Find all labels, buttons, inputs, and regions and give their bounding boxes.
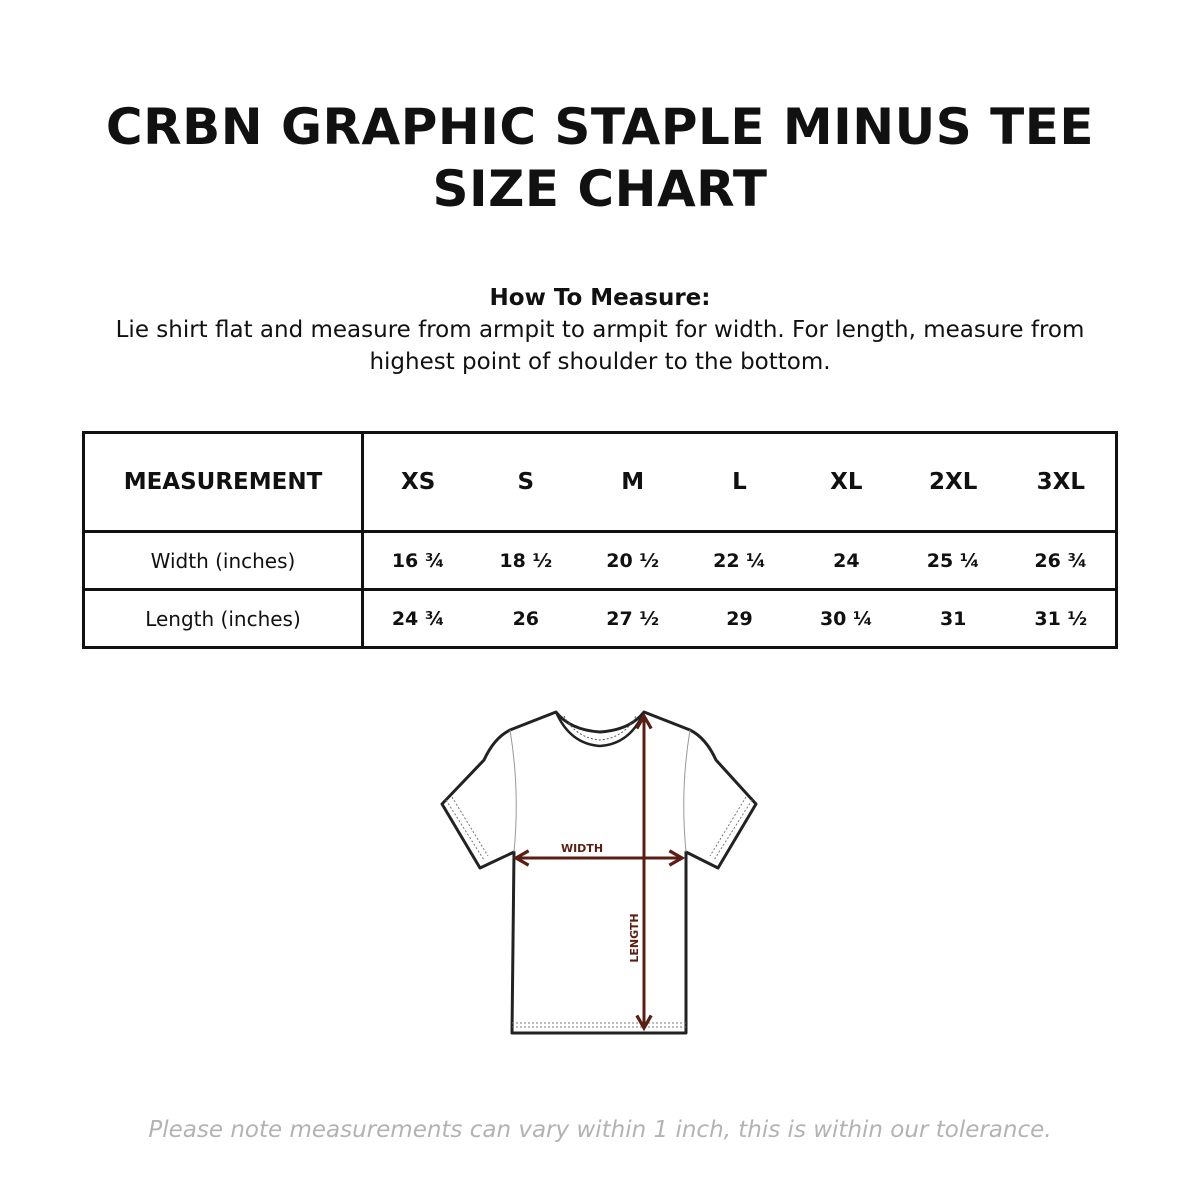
table-cell: 22 ¼ <box>686 532 793 590</box>
table-cell: 20 ½ <box>579 532 686 590</box>
how-to-measure-text: Lie shirt flat and measure from armpit to armpit for width. For length, measure from highest point of shoulder to the bottom. <box>115 317 1085 375</box>
table-cell: 27 ½ <box>579 590 686 648</box>
width-label: WIDTH <box>560 842 604 855</box>
title-line-1: CRBN GRAPHIC STAPLE MINUS TEE <box>105 98 1095 156</box>
table-cell: 24 <box>793 532 900 590</box>
length-label: LENGTH <box>628 913 641 963</box>
how-to-measure-heading: How To Measure: <box>489 285 711 311</box>
tolerance-note: Please note measurements can vary within 1 inch, this is within our tolerance. <box>148 1117 1052 1143</box>
table-cell: 30 ¼ <box>793 590 900 648</box>
header-size-l: L <box>732 469 747 495</box>
table-cell: 31 <box>900 590 1007 648</box>
table-cell: 31 ½ <box>1007 590 1117 648</box>
header-size-m: M <box>621 469 645 495</box>
row-label-length: Length (inches) <box>84 590 363 648</box>
title-line-2: SIZE CHART <box>432 160 768 218</box>
table-cell: 24 ¾ <box>363 590 473 648</box>
header-size-2xl: 2XL <box>928 469 978 495</box>
tshirt-outline-icon <box>442 712 756 1033</box>
tshirt-diagram <box>430 700 770 1040</box>
header-size-s: S <box>517 469 535 495</box>
how-to-measure <box>100 282 1100 378</box>
row-label-width: Width (inches) <box>84 532 363 590</box>
table-cell: 29 <box>686 590 793 648</box>
size-table <box>82 431 1118 649</box>
page-title <box>0 96 1200 220</box>
header-size-xl: XL <box>830 469 863 495</box>
header-size-3xl: 3XL <box>1036 469 1085 495</box>
table-cell: 26 <box>472 590 579 648</box>
table-cell: 16 ¾ <box>363 532 473 590</box>
table-row-length <box>84 590 1117 648</box>
table-cell: 25 ¼ <box>900 532 1007 590</box>
header-measurement: MEASUREMENT <box>84 433 363 532</box>
table-cell: 18 ½ <box>472 532 579 590</box>
table-row-width <box>84 532 1117 590</box>
table-header-row <box>84 433 1117 532</box>
header-size-xs: XS <box>401 469 436 495</box>
table-cell: 26 ¾ <box>1007 532 1117 590</box>
